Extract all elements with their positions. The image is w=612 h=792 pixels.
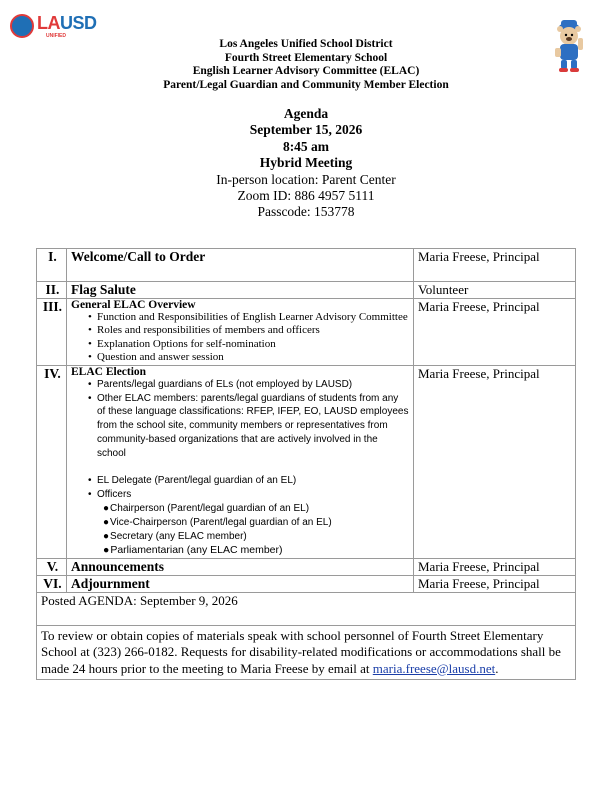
table-row: [37, 365, 576, 558]
election-title: Parent/Legal Guardian and Community Member Election: [163, 78, 449, 91]
item-presenter: Maria Freese, Principal: [414, 575, 576, 592]
zoom-passcode: Passcode: 153778: [257, 204, 355, 220]
item-presenter: Volunteer: [414, 282, 576, 299]
item-title: General ELAC Overview: [71, 299, 196, 311]
item-title: Flag Salute: [71, 282, 136, 297]
list-item: • Parents/legal guardians of ELs (not employed by LAUSD): [97, 378, 409, 392]
footer-end: .: [495, 660, 499, 676]
item-presenter: Maria Freese, Principal: [414, 249, 576, 282]
meeting-format: Hybrid Meeting: [259, 155, 353, 171]
item-number: III.: [37, 299, 67, 366]
list-item: • Explanation Options for self-nomination: [97, 338, 409, 351]
list-item: • Function and Responsibilities of English Learner Advisory Committee: [97, 311, 409, 324]
officer-item: ● Chairperson (Parent/legal guardian of an EL): [103, 502, 409, 516]
table-row: [37, 625, 576, 680]
list-item: • Other ELAC members: parents/legal guardians of students from any of these language classifications: RFEP, IFEP, EO, LAUSD employees from the school site, community members or representatives from community-based organizations that are actively involved in the school: [97, 392, 409, 462]
officer-item: ● Secretary (any ELAC member): [103, 530, 409, 544]
item-number: VI.: [37, 575, 67, 592]
item-title: Adjournment: [71, 575, 150, 591]
bullet-list: [71, 378, 409, 502]
item-number: II.: [37, 282, 67, 299]
agenda-title: Agenda: [283, 106, 329, 121]
item-number: V.: [37, 558, 67, 575]
meeting-date: September 15, 2026: [249, 122, 363, 138]
logo-text-usd: USD: [60, 13, 97, 33]
list-item: • Officers: [97, 488, 409, 502]
committee-name: English Learner Advisory Committee (ELAC): [192, 65, 420, 77]
bullet-list: [71, 311, 409, 365]
officer-list: [91, 502, 409, 558]
zoom-id: Zoom ID: 886 4957 5111: [237, 188, 375, 204]
list-item: • Question and answer session: [97, 351, 409, 364]
table-row: [37, 299, 576, 366]
table-row: [37, 282, 576, 299]
logo-text-unified: UNIFIED: [46, 33, 66, 39]
officer-item: ● Parliamentarian (any ELAC member): [103, 544, 409, 558]
footer-text: To review or obtain copies of materials speak with school personnel of Fourth Street Elementary School at (323) 266-0182. Requests for disability-related modifications or accommodations shall be made 24 hours prior to the meeting to Maria Freese by email at: [41, 627, 561, 676]
item-presenter: Maria Freese, Principal: [414, 558, 576, 575]
agenda-table: [36, 248, 576, 680]
footer-note: [37, 625, 576, 680]
item-presenter: Maria Freese, Principal: [414, 365, 576, 558]
item-title: Welcome/Call to Order: [71, 249, 206, 264]
officer-item: ● Vice-Chairperson (Parent/legal guardian of an EL): [103, 516, 409, 530]
list-item: • EL Delegate (Parent/legal guardian of an EL): [97, 474, 409, 488]
table-row: [37, 558, 576, 575]
list-item: • Roles and responsibilities of members and officers: [97, 324, 409, 337]
school-name: Fourth Street Elementary School: [224, 51, 388, 64]
item-presenter: Maria Freese, Principal: [414, 299, 576, 366]
meeting-location: In-person location: Parent Center: [216, 171, 396, 187]
table-row: [37, 592, 576, 625]
logo-text-la: LA: [37, 13, 60, 33]
table-row: [37, 249, 576, 282]
logo-emblem-icon: [10, 14, 34, 38]
district-name: Los Angeles Unified School District: [219, 38, 393, 50]
item-title: ELAC Election: [71, 365, 147, 378]
posted-date: Posted AGENDA: September 9, 2026: [37, 592, 576, 625]
item-title: Announcements: [71, 558, 165, 574]
document-header: [0, 38, 612, 92]
email-link[interactable]: maria.freese@lausd.net: [372, 660, 496, 676]
table-row: [37, 575, 576, 592]
meeting-time: 8:45 am: [282, 138, 330, 154]
item-number: IV.: [37, 365, 67, 558]
agenda-block: [0, 106, 612, 221]
item-number: I.: [37, 249, 67, 282]
